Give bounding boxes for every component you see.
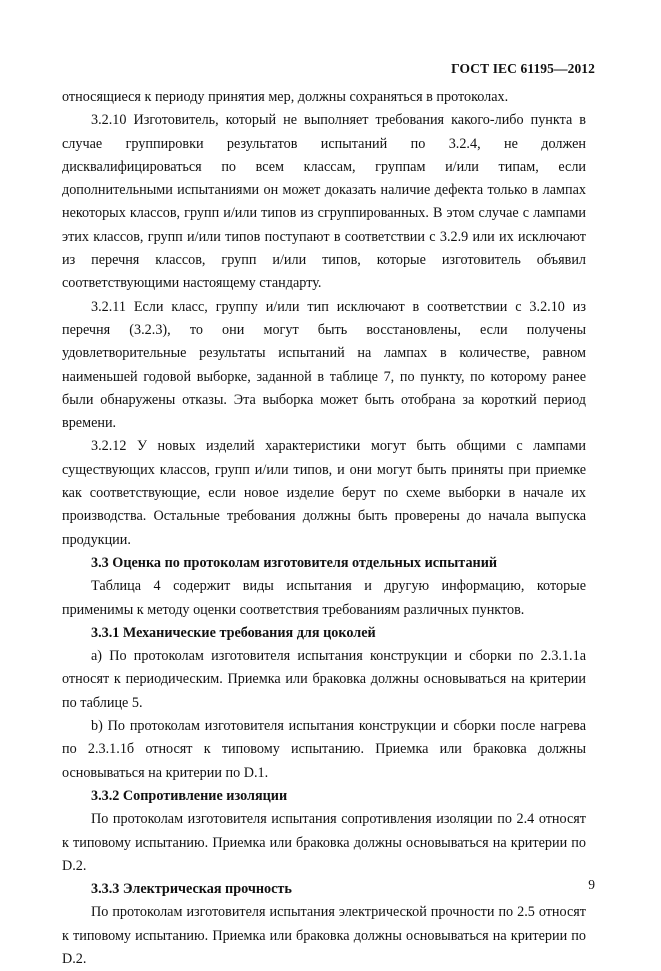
page-number: 9 — [588, 877, 595, 892]
paragraph-3-3-1-b: b) По протоколам изготовителя испытания конструкции и сборки после нагрева по 2.3.1.1б относят к типовому испытанию. Приемка или браковка должны основываться на критерии по D.1. — [62, 718, 586, 781]
paragraph-continuation: относящиеся к периоду принятия мер, должны сохраняться в протоколах. — [62, 89, 509, 105]
section-heading-3-3: 3.3 Оценка по протоколам изготовителя отдельных испытаний — [91, 554, 498, 571]
section-heading-3-3-3: 3.3.3 Электрическая прочность — [91, 881, 292, 898]
section-heading-3-3-2: 3.3.2 Сопротивление изоляции — [91, 787, 288, 804]
paragraph-3-3-3: По протоколам изготовителя испытания электрической прочности по 2.5 относят к типовому испытанию. Приемка или браковка должны основываться на критерии по D.2. — [62, 904, 586, 967]
document-body — [62, 86, 586, 971]
paragraph-3-3-intro: Таблица 4 содержит виды испытания и другую информацию, которые применимы к методу оценки соответствия требованиям различных пунктов. — [62, 578, 586, 618]
section-heading-3-3-1: 3.3.1 Механические требования для цоколей — [91, 624, 376, 641]
document-header: ГОСТ IEC 61195—2012 — [451, 61, 595, 76]
paragraph-3-3-2: По протоколам изготовителя испытания сопротивления изоляции по 2.4 относят к типовому испытанию. Приемка или браковка должны основываться на критерии по D.2. — [62, 811, 586, 874]
paragraph-3-3-1-a: a) По протоколам изготовителя испытания конструкции и сборки по 2.3.1.1a относят к периодическим. Приемка или браковка должны основываться на критерии по таблице 5. — [62, 648, 586, 711]
paragraph-3-2-12: 3.2.12 У новых изделий характеристики могут быть общими с лампами существующих классов, групп и/или типов, и они могут быть приняты при приемке как соответствующие, если новое изделие берут по схеме выборки в начале их производства. Остальные требования должны быть проверены до начала выпуска продукции. — [62, 438, 586, 548]
paragraph-3-2-11: 3.2.11 Если класс, группу и/или тип исключают в соответствии с 3.2.10 из перечня (3.2.3), то они могут быть восстановлены, если получены удовлетворительные результаты испытаний на лампах в количестве, равном наименьшей годовой выборке, заданной в таблице 7, по пункту, по которому ранее были обнаружены отказы. Эта выборка может быть отобрана за короткий период времени. — [62, 298, 586, 432]
paragraph-3-2-10: 3.2.10 Изготовитель, который не выполняет требования какого-либо пункта в случае группировки результатов испытаний по 3.2.4, не должен дисквалифицироваться по всем классам, группам и/или типам, если дополнительными испытаниями он может доказать наличие дефекта только в лампах некоторых классов, групп и/или типов из сгруппированных. В этом случае с лампами этих классов, групп и/или типов поступают в соответствии с 3.2.9 или их исключают из перечня классов, групп и/или типов, которые изготовитель объявил соответствующими настоящему стандарту. — [62, 112, 586, 292]
